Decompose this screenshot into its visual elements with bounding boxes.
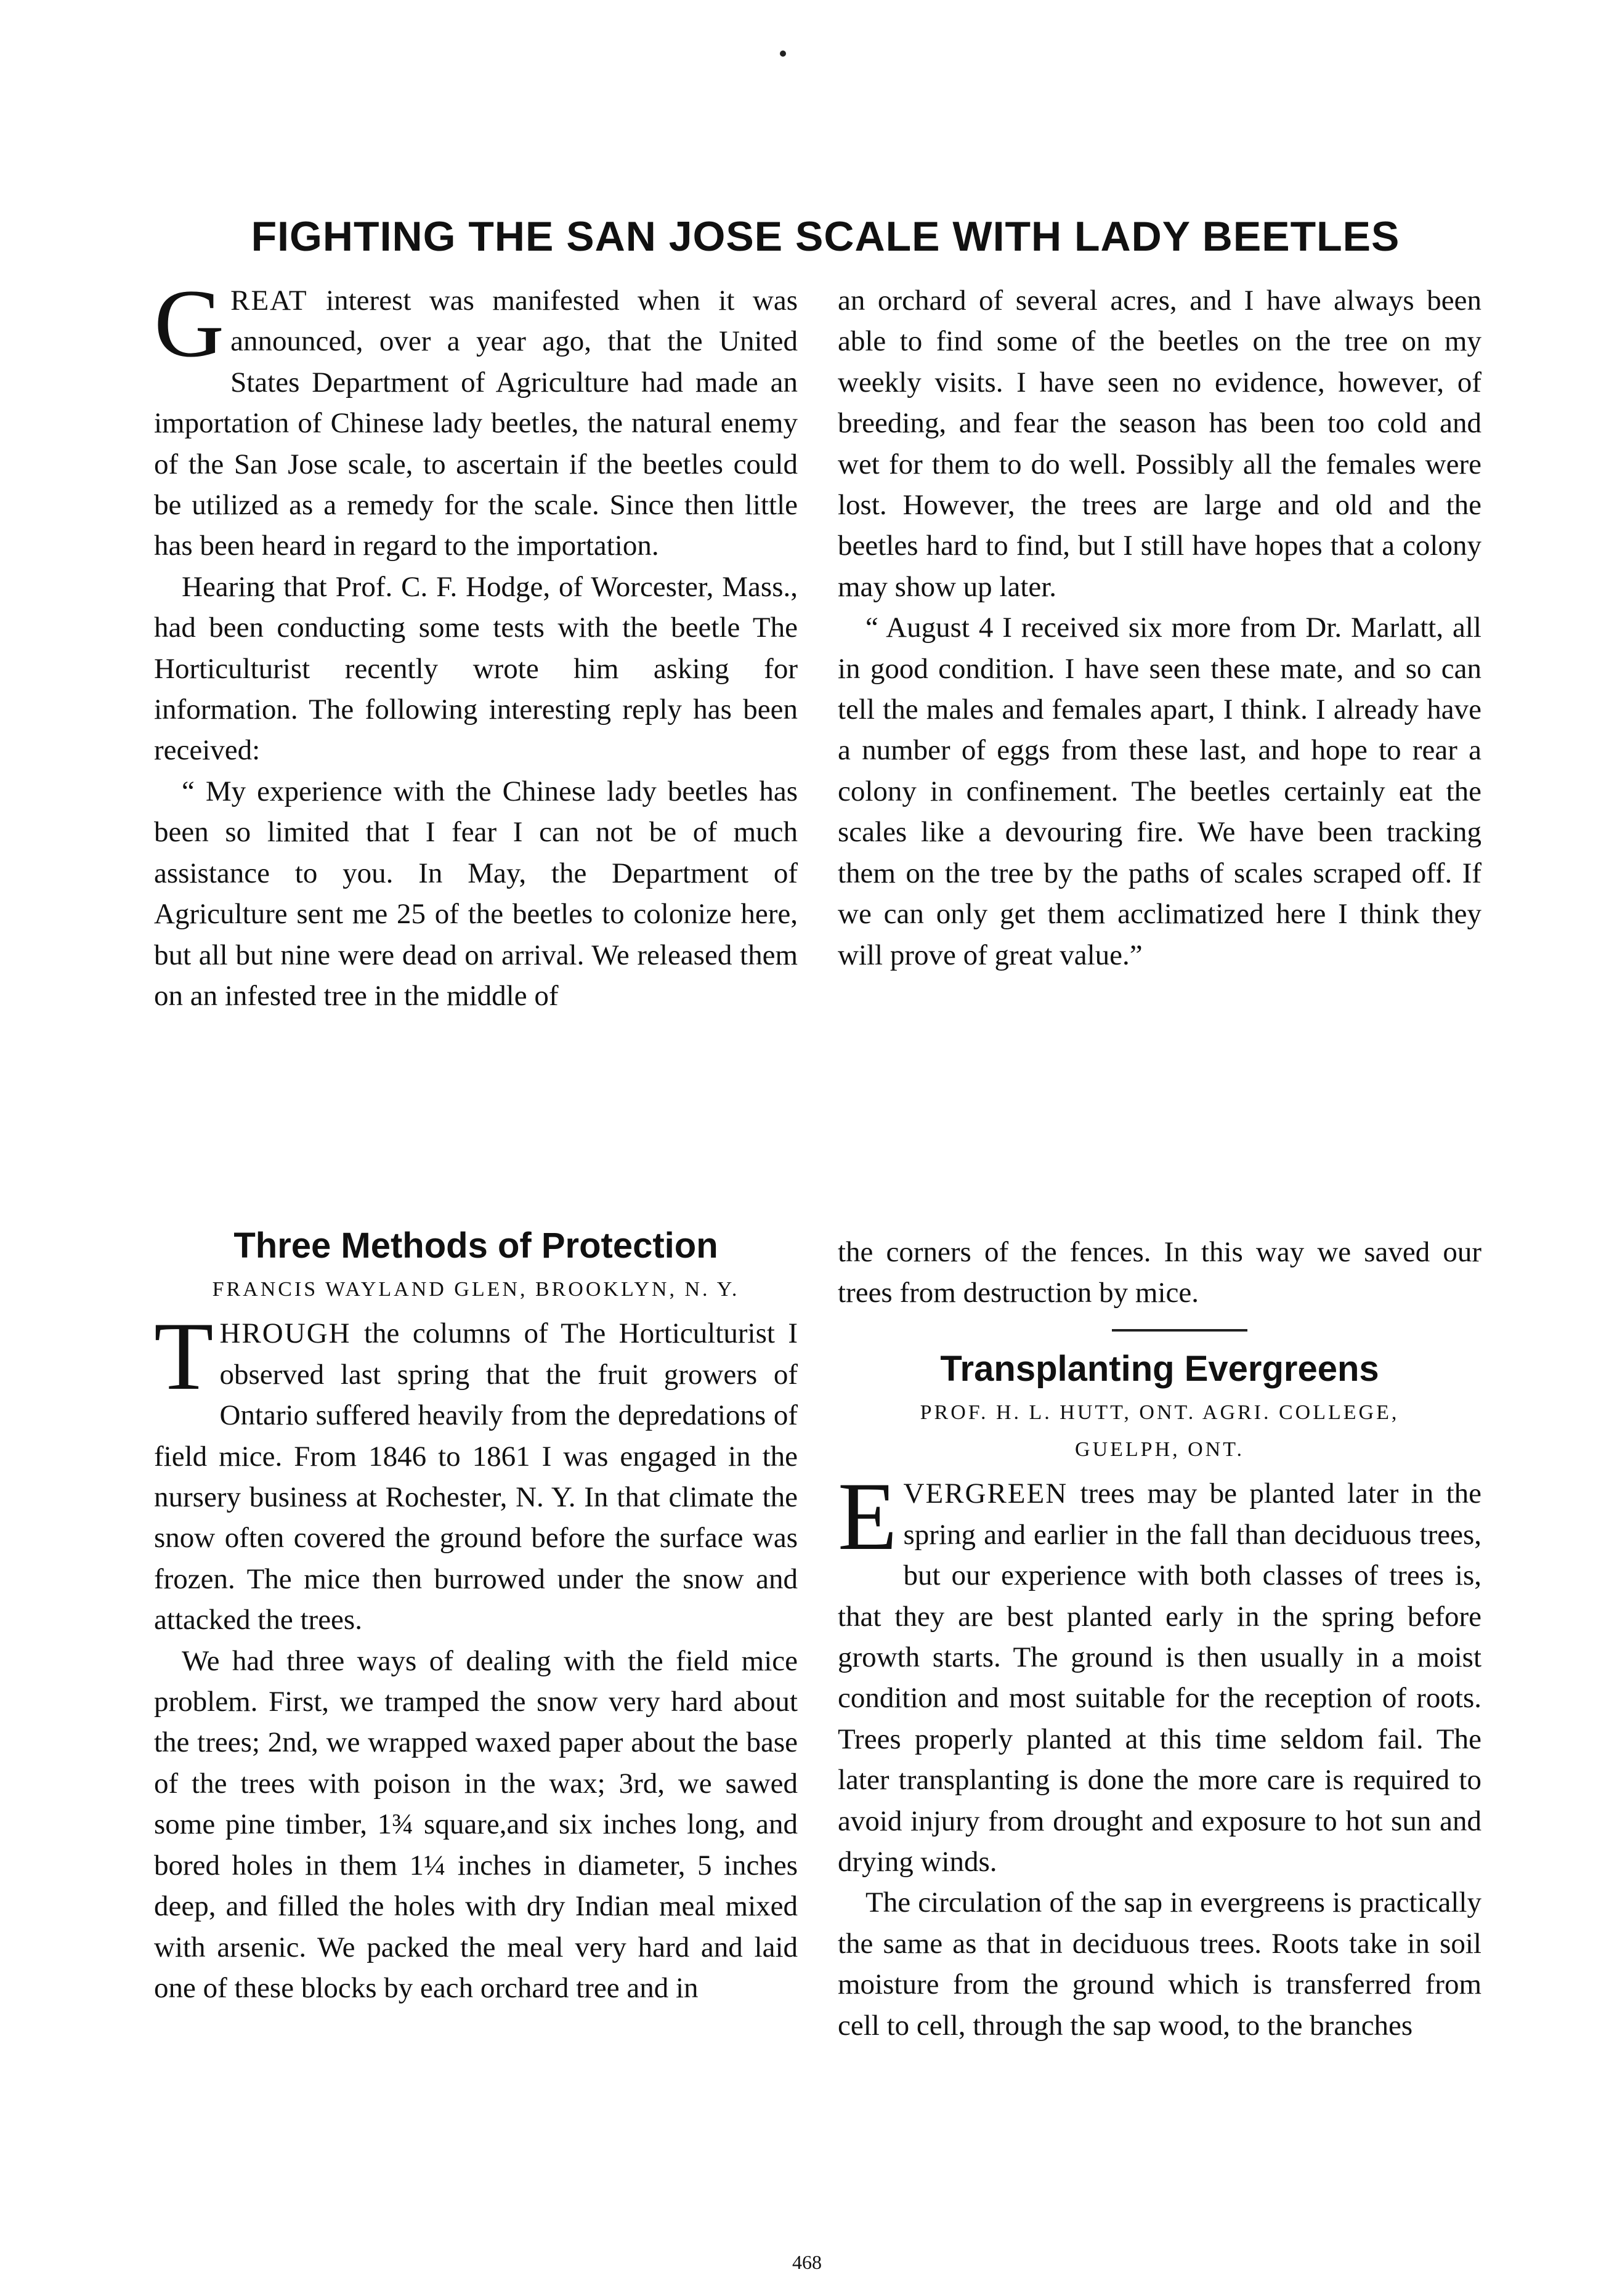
article1-right-column [838,280,1481,976]
article2-continuation [838,1232,1481,1314]
ink-speck [780,51,786,57]
article1-paragraph-3: “ My experience with the Chinese lady beetles has been so limited that I fear I can not be of much assistance to you. In May, the Department of Agriculture sent me 25 of the beetles to colonize here, but all but nine were dead on arrival. We released them on an infested tree in the middle of [154,775,798,1012]
article1-paragraph-1: GREAT interest was manifested when it was announced, over a year ago, that the United States Department of Agriculture had made an importation of Chinese lady beetles, the natural enemy of the San Jose scale, to ascertain if the beetles could be utilized as a remedy for the scale. Since then little has been heard in regard to the importation. [154,270,798,562]
page-number: 468 [792,2251,822,2273]
drop-cap: G [154,270,225,378]
article-title-lady-beetles: FIGHTING THE SAN JOSE SCALE WITH LADY BEETLES [251,213,1400,260]
article1-left-column [154,270,798,1016]
article3-byline: PROF. H. L. HUTT, ONT. AGRI. COLLEGE, GUELPH, ONT. [920,1401,1400,1461]
article3-column [838,1349,1481,2046]
article2-left-column [154,1226,798,2008]
article2-byline: FRANCIS WAYLAND GLEN, BROOKLYN, N. Y. [212,1278,740,1301]
article2-paragraph-3: the corners of the fences. In this way we saved our trees from destruction by mice. [838,1236,1481,1309]
drop-cap: E [838,1463,898,1571]
article2-paragraph-2: We had three ways of dealing with the field mice problem. First, we tramped the snow very hard about the trees; 2nd, we wrapped waxed paper about the base of the trees with poison in the wax; 3rd, we sawed some pine timber, 1¾ square,and six inches long, and bored holes in them 1¼ inches in diameter, 5 inches deep, and filled the holes with dry Indian meal mixed with arsenic. We packed the meal very hard and laid one of these blocks by each orchard tree and in [154,1644,798,2004]
article2-paragraph-1: THROUGH the columns of The Horticulturist I observed last spring that the fruit growers of Ontario suffered heavily from the depredations of field mice. From 1846 to 1861 I was engaged in the nursery business at Rochester, N. Y. In that climate the snow often covered the ground before the surface was frozen. The mice then burrowed under the snow and attacked the trees. [154,1303,798,1636]
article1-paragraph-4: an orchard of several acres, and I have always been able to find some of the beetles on the tree on my weekly visits. I have seen no evidence, however, of breeding, and fear the season has been too cold and wet for them to do well. Possibly all the females were lost. However, the trees are large and old and the beetles hard to find, but I still have hopes that a colony may show up later. [838,285,1481,603]
article3-title: Transplanting Evergreens [940,1349,1379,1389]
section-divider [1112,1329,1247,1332]
article3-paragraph-1: EVERGREEN trees may be planted later in the spring and earlier in the fall than deciduous trees, but our experience with both classes of trees is, that they are best planted early in the spring before growth starts. The ground is then usually in a moist condition and most suitable for the reception of roots. Trees properly planted at this time seldom fail. The later transplanting is done the more care is required to avoid injury from drought and exposure to hot sun and drying winds. [838,1463,1481,1878]
drop-cap: T [154,1303,214,1411]
article1-paragraph-2: Hearing that Prof. C. F. Hodge, of Worcester, Mass., had been conducting some tests with the beetle The Horticulturist recently wrote him asking for information. The following interesting reply has been received: [154,570,798,767]
article2-title: Three Methods of Protection [233,1226,718,1266]
article3-paragraph-2: The circulation of the sap in evergreens is practically the same as that in deciduous trees. Roots take in soil moisture from the ground which is transferred from cell to cell, through the sap wood, to the branches [838,1886,1481,2042]
article1-paragraph-5: “ August 4 I received six more from Dr. Marlatt, all in good condition. I have seen these mate, and so can tell the males and females apart, I think. I already have a number of eggs from these last, and hope to rear a colony in confinement. The beetles certainly eat the scales like a devouring fire. We have been tracking them on the tree by the paths of scales scraped off. If we can only get them acclimatized here I think they will prove of great value.” [838,612,1481,971]
